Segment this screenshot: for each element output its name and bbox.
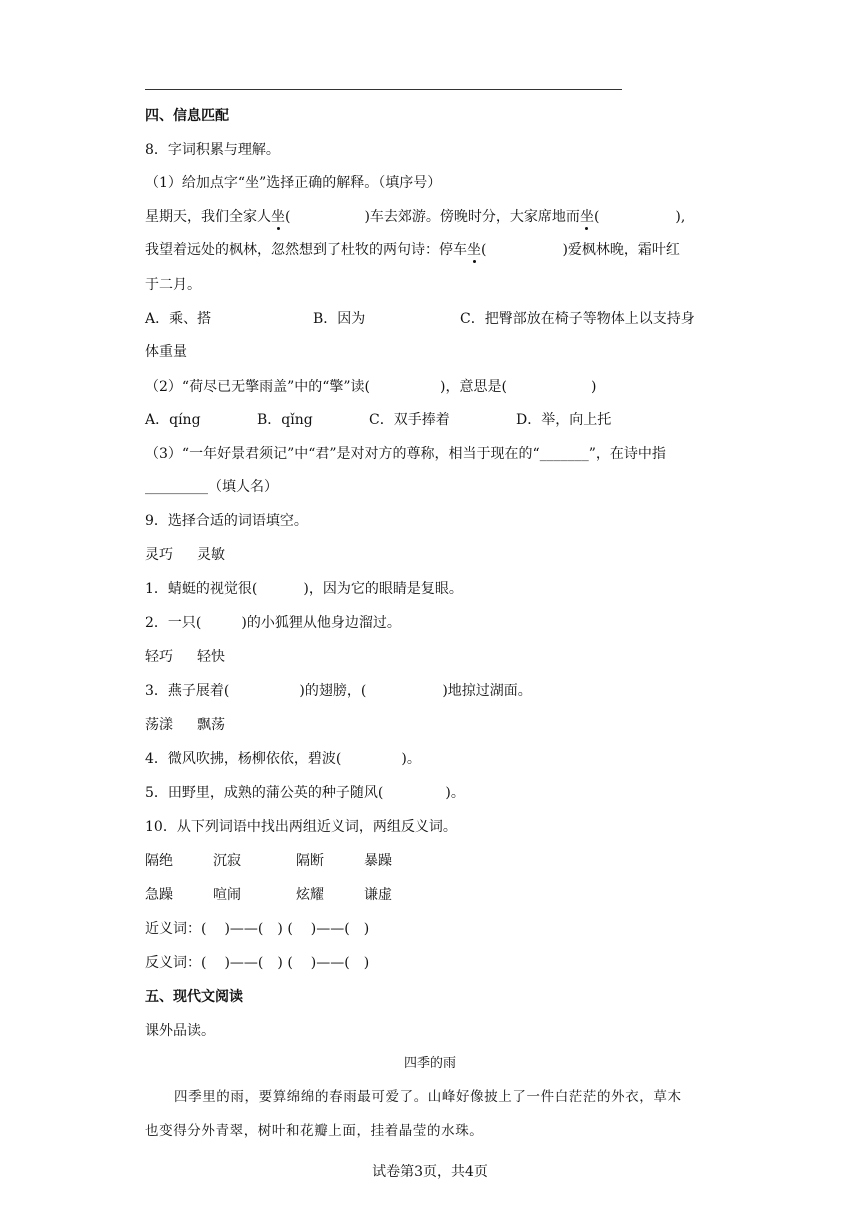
text-segment: )爱枫林晚，霜叶红: [562, 242, 680, 258]
dash-connector: )——(: [310, 955, 350, 971]
text-segment: )车去郊游。傍晚时分，大家席地而: [364, 209, 580, 225]
dotted-char: 坐: [467, 242, 481, 258]
word-item: 炫耀: [296, 887, 324, 903]
option-d: D．举，向上托: [516, 412, 612, 428]
header-rule: [145, 89, 622, 90]
word-item: 隔绝: [145, 853, 173, 869]
paren-open: (: [593, 209, 600, 225]
section-4-title: 四、信息匹配: [145, 108, 229, 124]
synonym-answer-line: [145, 919, 369, 939]
text-segment: 3．燕子展着(: [145, 683, 230, 699]
word-choice: 荡漾: [145, 717, 173, 733]
word-item: 谦虚: [364, 887, 392, 903]
article-title: 四季的雨: [403, 1056, 456, 1071]
word-choice: 灵敏: [197, 547, 225, 563]
word-group-1: [145, 545, 225, 565]
dotted-char: 坐: [271, 209, 285, 225]
text-segment: 4．微风吹拂，杨柳依依，碧波(: [145, 751, 342, 767]
word-choice: 轻巧: [145, 649, 173, 665]
sentence-1: [145, 579, 463, 599]
question-8-part-1-options: [145, 309, 695, 329]
answer-blank[interactable]: _______: [539, 446, 589, 462]
paren-open: (: [481, 242, 487, 258]
text-segment: （3）“一年好景君须记”中“君”是对对方的尊称，相当于现在的“: [145, 446, 540, 462]
word-group-2: [145, 647, 225, 667]
text-segment: 2．一只(: [145, 615, 202, 631]
question-8-part-1-line-3: 于二月。: [145, 277, 201, 293]
word-row-1: [145, 851, 392, 871]
question-8-part-2-prompt: [145, 377, 596, 397]
reading-intro: 课外品读。: [145, 1023, 215, 1039]
paren-close: ): [363, 955, 370, 971]
separator: ) (: [277, 921, 293, 937]
paren-close: ),: [675, 209, 686, 225]
paren-close: ): [363, 921, 370, 937]
section-5-title: 五、现代文阅读: [145, 989, 243, 1005]
word-row-2: [145, 885, 392, 905]
text-segment: )的翅膀，(: [299, 683, 367, 699]
paren-close: ): [590, 379, 597, 395]
question-9-stem: 9．选择合适的词语填空。: [145, 513, 308, 529]
word-item: 隔断: [296, 853, 324, 869]
word-group-3: [145, 715, 225, 735]
sentence-4: [145, 749, 421, 769]
separator: ) (: [277, 955, 293, 971]
question-8-part-1-line-2: [145, 240, 680, 260]
question-8-part-1-line-1: [145, 207, 685, 227]
option-c-continued: 体重量: [145, 344, 187, 360]
word-item: 沉寂: [213, 853, 241, 869]
option-c: C．双手捧着: [369, 412, 450, 428]
paren-open: (: [285, 209, 291, 225]
antonym-label: 反义词：(: [145, 955, 207, 971]
option-c: C．把臀部放在椅子等物体上以支持身: [460, 311, 695, 327]
dash-connector: )——(: [310, 921, 350, 937]
text-segment: )，因为它的眼睛是复眼。: [303, 581, 463, 597]
question-8-stem: 8．字词积累与理解。: [145, 142, 280, 158]
question-8-part-3-line-2: [145, 477, 278, 497]
sentence-2: [145, 613, 401, 633]
article-paragraph-line-2: 也变得分外青翠，树叶和花瓣上面，挂着晶莹的水珠。: [145, 1123, 484, 1139]
text-segment: 我望着远处的枫林，忽然想到了杜牧的两句诗：停车: [145, 242, 467, 258]
word-item: 喧闹: [213, 887, 241, 903]
word-choice: 灵巧: [145, 547, 173, 563]
dash-connector: )——(: [224, 921, 264, 937]
word-choice: 轻快: [197, 649, 225, 665]
word-choice: 飘荡: [197, 717, 225, 733]
dash-connector: )——(: [224, 955, 264, 971]
text-segment: 星期天，我们全家人: [145, 209, 271, 225]
text-segment: )。: [445, 785, 465, 801]
text-segment: )，意思是(: [440, 379, 507, 395]
text-segment: )地掠过湖面。: [442, 683, 532, 699]
question-8-part-2-options: [145, 410, 611, 430]
option-b: B．qǐng: [257, 412, 313, 428]
antonym-answer-line: [145, 953, 369, 973]
synonym-label: 近义词：(: [145, 921, 207, 937]
option-b: B．因为: [313, 311, 366, 327]
sentence-3: [145, 681, 532, 701]
text-segment: 5．田野里，成熟的蒲公英的种子随风(: [145, 785, 384, 801]
dotted-char: 坐: [579, 209, 594, 225]
option-a: A．乘、搭: [145, 311, 212, 327]
article-paragraph-line-1: 四季里的雨，要算绵绵的春雨最可爱了。山峰好像披上了一件白茫茫的外衣，草木: [174, 1089, 682, 1105]
text-segment: （2）“荷尽已无擎雨盖”中的“擎”读(: [145, 379, 370, 395]
text-segment: （填人名）: [208, 479, 278, 495]
text-segment: ”，在诗中指: [588, 446, 666, 462]
question-8-part-1-prompt: （1）给加点字“坐”选择正确的解释。（填序号）: [145, 175, 442, 191]
text-segment: )。: [401, 751, 421, 767]
word-item: 急躁: [145, 887, 173, 903]
page-footer: 试卷第3页，共4页: [372, 1164, 488, 1180]
word-item: 暴躁: [364, 853, 392, 869]
question-10-stem: 10．从下列词语中找出两组近义词，两组反义词。: [145, 819, 457, 835]
text-segment: 1．蜻蜓的视觉很(: [145, 581, 258, 597]
question-8-part-3-line-1: [145, 444, 666, 464]
option-a: A．qíng: [145, 412, 201, 428]
text-segment: )的小狐狸从他身边溜过。: [241, 615, 401, 631]
sentence-5: [145, 783, 465, 803]
answer-blank[interactable]: _________: [145, 479, 208, 495]
